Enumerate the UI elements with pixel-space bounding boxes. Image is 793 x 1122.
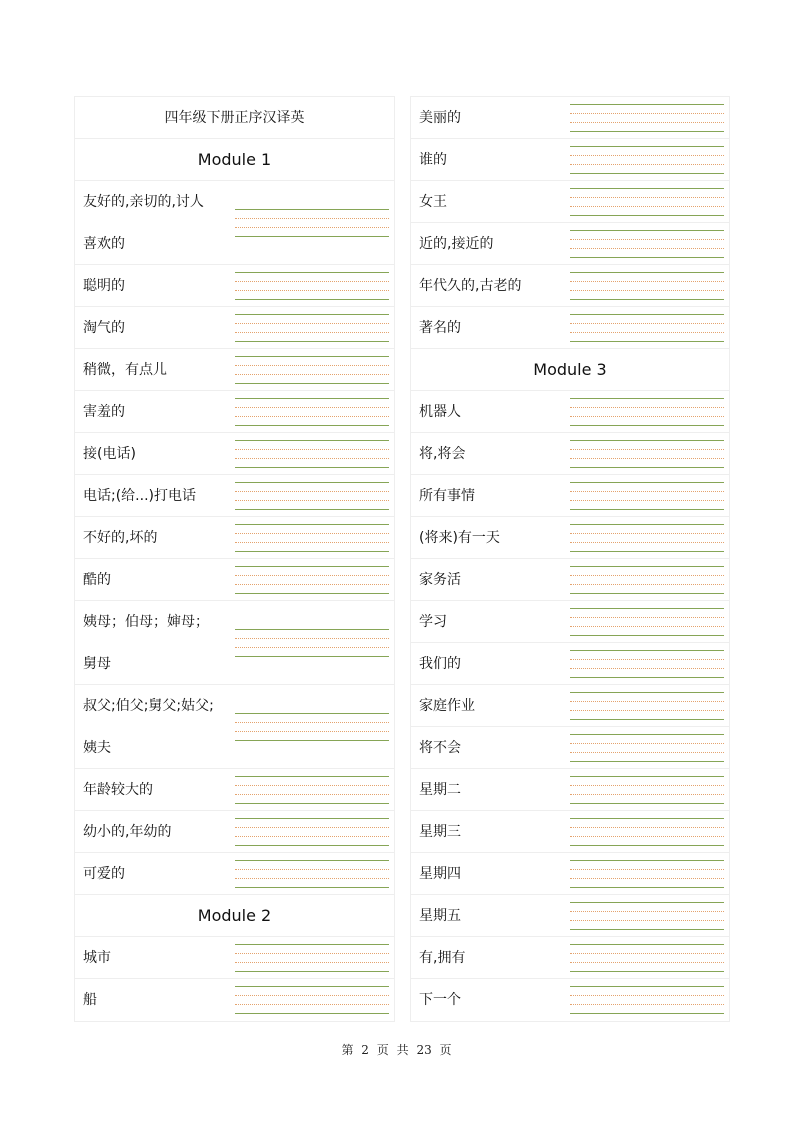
vocab-row [411, 727, 729, 769]
vocab-row [75, 685, 394, 769]
writing-lines[interactable] [235, 440, 389, 468]
writing-lines[interactable] [235, 944, 389, 972]
vocab-label-line2: 舅母 [83, 656, 111, 672]
vocab-row [75, 559, 394, 601]
vocab-row [75, 265, 394, 307]
vocab-row [411, 559, 729, 601]
vocab-row [411, 391, 729, 433]
writing-lines[interactable] [235, 860, 389, 888]
writing-lines[interactable] [570, 566, 724, 594]
writing-lines[interactable] [235, 482, 389, 510]
vocab-row [75, 517, 394, 559]
vocab-label-line1: 叔父;伯父;舅父;姑父; [83, 698, 214, 714]
vocab-label: 年龄较大的 [83, 782, 153, 798]
writing-lines[interactable] [570, 524, 724, 552]
vocab-label: 学习 [419, 614, 447, 630]
vocab-label: 我们的 [419, 656, 461, 672]
writing-lines[interactable] [570, 860, 724, 888]
vocab-label: 淘气的 [83, 320, 125, 336]
footer-total-word: 共 [396, 1043, 409, 1057]
writing-lines[interactable] [235, 713, 389, 741]
total-pages: 23 [416, 1043, 432, 1057]
writing-lines[interactable] [570, 734, 724, 762]
writing-lines[interactable] [570, 398, 724, 426]
vocab-row [411, 601, 729, 643]
vocab-label: 电话;(给...)打电话 [83, 488, 196, 504]
footer-prefix: 第 [341, 1043, 354, 1057]
vocab-row [411, 517, 729, 559]
vocab-label-line2: 姨夫 [83, 740, 111, 756]
writing-lines[interactable] [570, 440, 724, 468]
vocab-label: 稍微，有点儿 [83, 362, 167, 378]
vocab-row [411, 433, 729, 475]
vocab-label: 星期二 [419, 782, 461, 798]
writing-lines[interactable] [570, 650, 724, 678]
left-column [74, 96, 395, 1022]
vocab-label: 星期三 [419, 824, 461, 840]
vocab-row [75, 433, 394, 475]
vocab-row [75, 349, 394, 391]
writing-lines[interactable] [235, 209, 389, 237]
right-column [410, 96, 730, 1022]
vocab-label: 有,拥有 [419, 950, 466, 966]
vocab-label: 家务活 [419, 572, 461, 588]
vocab-label-line1: 姨母；伯母；婶母； [83, 614, 209, 630]
vocab-row [411, 937, 729, 979]
writing-lines[interactable] [235, 356, 389, 384]
vocab-row [75, 937, 394, 979]
writing-lines[interactable] [235, 818, 389, 846]
vocab-label: 下一个 [419, 992, 461, 1008]
vocab-label: 不好的,坏的 [83, 530, 158, 546]
vocab-row [411, 853, 729, 895]
vocab-row [75, 307, 394, 349]
vocab-row [75, 601, 394, 685]
vocab-label-line2: 喜欢的 [83, 236, 125, 252]
vocab-row [411, 895, 729, 937]
vocab-row [75, 811, 394, 853]
vocab-label: 星期四 [419, 866, 461, 882]
page-footer [0, 1041, 793, 1058]
module-3-heading: Module 3 [411, 349, 729, 391]
vocab-label: 聪明的 [83, 278, 125, 294]
vocab-label: 所有事情 [419, 488, 475, 504]
vocab-label: 美丽的 [419, 110, 461, 126]
writing-lines[interactable] [235, 776, 389, 804]
writing-lines[interactable] [570, 272, 724, 300]
vocab-label: 女王 [419, 194, 447, 210]
vocab-row [75, 853, 394, 895]
vocab-row [411, 811, 729, 853]
writing-lines[interactable] [570, 146, 724, 174]
writing-lines[interactable] [570, 230, 724, 258]
footer-page-word: 页 [376, 1043, 389, 1057]
vocab-row [411, 181, 729, 223]
writing-lines[interactable] [235, 566, 389, 594]
writing-lines[interactable] [235, 272, 389, 300]
module-1-heading: Module 1 [75, 139, 394, 181]
vocab-label: 城市 [83, 950, 111, 966]
vocab-row [75, 475, 394, 517]
vocab-label: 谁的 [419, 152, 447, 168]
vocab-label: 害羞的 [83, 404, 125, 420]
vocab-row [411, 475, 729, 517]
vocab-row [411, 685, 729, 727]
module-2-heading: Module 2 [75, 895, 394, 937]
writing-lines[interactable] [570, 104, 724, 132]
writing-lines[interactable] [570, 818, 724, 846]
vocab-row [411, 307, 729, 349]
vocab-label: 近的,接近的 [419, 236, 494, 252]
writing-lines[interactable] [235, 524, 389, 552]
writing-lines[interactable] [570, 902, 724, 930]
writing-lines[interactable] [570, 188, 724, 216]
vocab-label: 酷的 [83, 572, 111, 588]
vocab-row [75, 979, 394, 1021]
vocab-row [411, 769, 729, 811]
page-title: 四年级下册正序汉译英 [75, 97, 394, 139]
vocab-row [411, 979, 729, 1021]
vocab-label: 家庭作业 [419, 698, 475, 714]
writing-lines[interactable] [570, 986, 724, 1014]
vocab-label: 年代久的,古老的 [419, 278, 522, 294]
writing-lines[interactable] [570, 692, 724, 720]
vocab-label: 接(电话) [83, 446, 136, 462]
vocab-label: 可爱的 [83, 866, 125, 882]
page-number: 2 [361, 1043, 369, 1057]
writing-lines[interactable] [570, 944, 724, 972]
writing-lines[interactable] [570, 776, 724, 804]
writing-lines[interactable] [570, 482, 724, 510]
vocab-label: 将,将会 [419, 446, 466, 462]
writing-lines[interactable] [570, 314, 724, 342]
vocab-row [411, 139, 729, 181]
writing-lines[interactable] [235, 398, 389, 426]
writing-lines[interactable] [235, 629, 389, 657]
footer-suffix: 页 [439, 1043, 452, 1057]
vocab-row [75, 769, 394, 811]
vocab-row [411, 265, 729, 307]
writing-lines[interactable] [570, 608, 724, 636]
vocab-row [411, 97, 729, 139]
vocab-label: (将来)有一天 [419, 530, 500, 546]
vocab-label: 著名的 [419, 320, 461, 336]
writing-lines[interactable] [235, 314, 389, 342]
vocab-label-line1: 友好的,亲切的,讨人 [83, 194, 204, 210]
vocab-row [411, 643, 729, 685]
vocab-label: 将不会 [419, 740, 461, 756]
vocab-label: 船 [83, 992, 97, 1008]
vocab-row [75, 391, 394, 433]
vocab-row [75, 181, 394, 265]
vocab-label: 星期五 [419, 908, 461, 924]
vocab-row [411, 223, 729, 265]
vocab-label: 幼小的,年幼的 [83, 824, 172, 840]
writing-lines[interactable] [235, 986, 389, 1014]
vocab-label: 机器人 [419, 404, 461, 420]
